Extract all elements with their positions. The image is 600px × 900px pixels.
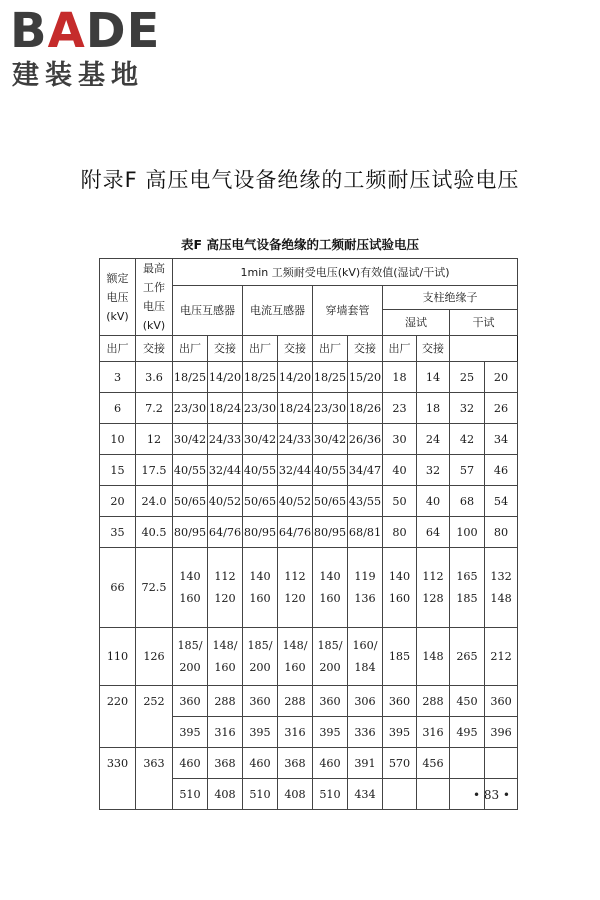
- cell-dry-handover: 212: [485, 628, 518, 686]
- cell-rated: 35: [100, 517, 136, 548]
- cell-max: 363: [136, 748, 173, 810]
- test-voltage-table: [99, 258, 518, 810]
- subheader-handover: 交接: [278, 336, 313, 362]
- bade-logo: [10, 4, 180, 94]
- cell-wet-handover: 32: [417, 455, 450, 486]
- cell-ct-factory: 40/55: [243, 455, 278, 486]
- cell-ct-factory: 185/ 200: [243, 628, 278, 686]
- cell-ct-factory: 360: [243, 686, 278, 717]
- cell-dry-handover: 360: [485, 686, 518, 717]
- cell-vt-handover: 32/44: [208, 455, 243, 486]
- subheader-factory: 出厂: [383, 336, 417, 362]
- cell-bushing-factory: 40/55: [313, 455, 348, 486]
- cell-wet-factory: 185: [383, 628, 417, 686]
- cell-wet-handover: [417, 779, 450, 810]
- cell-ct-handover: 24/33: [278, 424, 313, 455]
- cell-dry-handover: 132 148: [485, 548, 518, 628]
- cell-vt-factory: 510: [173, 779, 208, 810]
- cell-rated: 15: [100, 455, 136, 486]
- subheader-factory: 出厂: [313, 336, 348, 362]
- cell-ct-factory: 395: [243, 717, 278, 748]
- table-row: [100, 517, 518, 548]
- cell-dry-handover: [485, 748, 518, 779]
- table-row: [100, 748, 518, 779]
- cell-bushing-handover: 43/55: [348, 486, 383, 517]
- cell-wet-handover: 64: [417, 517, 450, 548]
- cell-ct-factory: 23/30: [243, 393, 278, 424]
- cell-dry-handover: 54: [485, 486, 518, 517]
- table-row: [100, 424, 518, 455]
- cell-rated: 66: [100, 548, 136, 628]
- cell-vt-handover: 24/33: [208, 424, 243, 455]
- appendix-title: 附录F 高压电气设备绝缘的工频耐压试验电压: [80, 168, 520, 192]
- cell-rated: 20: [100, 486, 136, 517]
- cell-dry-factory: 450: [450, 686, 485, 717]
- cell-vt-factory: 395: [173, 717, 208, 748]
- cell-ct-handover: 32/44: [278, 455, 313, 486]
- cell-bushing-factory: 80/95: [313, 517, 348, 548]
- cell-rated: 110: [100, 628, 136, 686]
- header-insulator: 支柱绝缘子: [383, 286, 518, 310]
- cell-ct-factory: 18/25: [243, 362, 278, 393]
- cell-vt-handover: 112 120: [208, 548, 243, 628]
- cell-ct-handover: 14/20: [278, 362, 313, 393]
- cell-bushing-handover: 34/47: [348, 455, 383, 486]
- cell-vt-handover: 64/76: [208, 517, 243, 548]
- cell-bushing-factory: 460: [313, 748, 348, 779]
- cell-dry-factory: 165 185: [450, 548, 485, 628]
- cell-wet-factory: 40: [383, 455, 417, 486]
- table-row: [100, 686, 518, 717]
- cell-ct-factory: 30/42: [243, 424, 278, 455]
- cell-max: 40.5: [136, 517, 173, 548]
- cell-ct-handover: 112 120: [278, 548, 313, 628]
- cell-vt-factory: 80/95: [173, 517, 208, 548]
- page-number: • 83 •: [472, 788, 510, 802]
- cell-ct-handover: 18/24: [278, 393, 313, 424]
- cell-rated: 3: [100, 362, 136, 393]
- subheader-handover: 交接: [136, 336, 173, 362]
- cell-dry-factory: 25: [450, 362, 485, 393]
- table-row: [100, 362, 518, 393]
- cell-max: 126: [136, 628, 173, 686]
- cell-wet-handover: 18: [417, 393, 450, 424]
- cell-vt-factory: 50/65: [173, 486, 208, 517]
- cell-vt-handover: 408: [208, 779, 243, 810]
- cell-bushing-handover: 119 136: [348, 548, 383, 628]
- header-wet: 湿试: [383, 310, 450, 336]
- cell-vt-factory: 30/42: [173, 424, 208, 455]
- cell-vt-handover: 40/52: [208, 486, 243, 517]
- cell-ct-factory: 50/65: [243, 486, 278, 517]
- logo-subtitle: 建装基地: [12, 60, 144, 91]
- cell-ct-factory: 140 160: [243, 548, 278, 628]
- cell-ct-factory: 510: [243, 779, 278, 810]
- cell-bushing-factory: 360: [313, 686, 348, 717]
- cell-bushing-handover: 336: [348, 717, 383, 748]
- cell-bushing-factory: 510: [313, 779, 348, 810]
- cell-ct-handover: 64/76: [278, 517, 313, 548]
- cell-wet-handover: 112 128: [417, 548, 450, 628]
- cell-bushing-factory: 30/42: [313, 424, 348, 455]
- cell-vt-handover: 14/20: [208, 362, 243, 393]
- cell-rated: 6: [100, 393, 136, 424]
- subheader-handover: 交接: [417, 336, 450, 362]
- cell-dry-factory: 100: [450, 517, 485, 548]
- cell-dry-factory: 265: [450, 628, 485, 686]
- cell-wet-handover: 456: [417, 748, 450, 779]
- cell-ct-handover: 288: [278, 686, 313, 717]
- cell-dry-handover: 396: [485, 717, 518, 748]
- cell-bushing-handover: 26/36: [348, 424, 383, 455]
- cell-bushing-factory: 18/25: [313, 362, 348, 393]
- cell-ct-factory: 460: [243, 748, 278, 779]
- cell-wet-factory: 570: [383, 748, 417, 779]
- cell-max: 12: [136, 424, 173, 455]
- table-row: [100, 455, 518, 486]
- header-ct: 电流互感器: [243, 286, 313, 336]
- cell-max: 7.2: [136, 393, 173, 424]
- cell-vt-factory: 185/ 200: [173, 628, 208, 686]
- cell-max: 24.0: [136, 486, 173, 517]
- cell-wet-handover: 40: [417, 486, 450, 517]
- cell-bushing-factory: 23/30: [313, 393, 348, 424]
- table-row: [100, 486, 518, 517]
- cell-max: 3.6: [136, 362, 173, 393]
- cell-dry-handover: 20: [485, 362, 518, 393]
- subheader-handover: 交接: [348, 336, 383, 362]
- subheader-handover: 交接: [208, 336, 243, 362]
- cell-bushing-factory: 140 160: [313, 548, 348, 628]
- cell-dry-handover: 34: [485, 424, 518, 455]
- cell-dry-factory: 495: [450, 717, 485, 748]
- cell-ct-factory: 80/95: [243, 517, 278, 548]
- cell-bushing-handover: 68/81: [348, 517, 383, 548]
- cell-rated: 330: [100, 748, 136, 810]
- cell-ct-handover: 316: [278, 717, 313, 748]
- table-row-110: [100, 628, 518, 686]
- cell-wet-factory: 360: [383, 686, 417, 717]
- logo-accent-letter: A: [47, 3, 86, 59]
- logo-brand-text: BADE: [10, 3, 161, 59]
- cell-vt-handover: 148/ 160: [208, 628, 243, 686]
- cell-bushing-handover: 391: [348, 748, 383, 779]
- cell-bushing-factory: 185/ 200: [313, 628, 348, 686]
- cell-vt-factory: 18/25: [173, 362, 208, 393]
- cell-vt-factory: 460: [173, 748, 208, 779]
- cell-max: 17.5: [136, 455, 173, 486]
- header-dry: 干试: [450, 310, 518, 336]
- cell-dry-handover: 26: [485, 393, 518, 424]
- header-bushing: 穿墙套管: [313, 286, 383, 336]
- cell-ct-handover: 408: [278, 779, 313, 810]
- cell-ct-handover: 40/52: [278, 486, 313, 517]
- cell-bushing-handover: 434: [348, 779, 383, 810]
- cell-wet-handover: 14: [417, 362, 450, 393]
- cell-vt-handover: 368: [208, 748, 243, 779]
- cell-bushing-factory: 395: [313, 717, 348, 748]
- table-caption: 表F 高压电气设备绝缘的工频耐压试验电压: [181, 237, 419, 252]
- table-row: [100, 393, 518, 424]
- cell-wet-handover: 148: [417, 628, 450, 686]
- cell-vt-factory: 40/55: [173, 455, 208, 486]
- cell-wet-factory: 30: [383, 424, 417, 455]
- subheader-factory: 出厂: [100, 336, 136, 362]
- cell-wet-factory: 50: [383, 486, 417, 517]
- cell-ct-handover: 148/ 160: [278, 628, 313, 686]
- subheader-factory: 出厂: [173, 336, 208, 362]
- cell-dry-factory: 32: [450, 393, 485, 424]
- cell-vt-handover: 288: [208, 686, 243, 717]
- header-rated-voltage: 额定电压(kV): [100, 259, 136, 336]
- cell-wet-handover: 24: [417, 424, 450, 455]
- cell-bushing-handover: 160/ 184: [348, 628, 383, 686]
- cell-bushing-handover: 18/26: [348, 393, 383, 424]
- cell-bushing-handover: 306: [348, 686, 383, 717]
- cell-vt-handover: 316: [208, 717, 243, 748]
- cell-vt-factory: 23/30: [173, 393, 208, 424]
- cell-dry-factory: 57: [450, 455, 485, 486]
- cell-max: 72.5: [136, 548, 173, 628]
- cell-bushing-handover: 15/20: [348, 362, 383, 393]
- subheader-factory: 出厂: [243, 336, 278, 362]
- cell-vt-handover: 18/24: [208, 393, 243, 424]
- header-vt: 电压互感器: [173, 286, 243, 336]
- cell-vt-factory: 360: [173, 686, 208, 717]
- cell-dry-handover: 80: [485, 517, 518, 548]
- cell-wet-factory: [383, 779, 417, 810]
- cell-dry-handover: 46: [485, 455, 518, 486]
- header-max-voltage: 最高工作电压(kV): [136, 259, 173, 336]
- cell-dry-factory: 68: [450, 486, 485, 517]
- table-row-66: [100, 548, 518, 628]
- cell-bushing-factory: 50/65: [313, 486, 348, 517]
- cell-vt-factory: 140 160: [173, 548, 208, 628]
- header-test-voltage: 1min 工频耐受电压(kV)有效值(湿试/干试): [173, 259, 518, 286]
- cell-max: 252: [136, 686, 173, 748]
- cell-rated: 10: [100, 424, 136, 455]
- cell-ct-handover: 368: [278, 748, 313, 779]
- cell-dry-factory: [450, 748, 485, 779]
- cell-wet-handover: 288: [417, 686, 450, 717]
- cell-dry-factory: 42: [450, 424, 485, 455]
- cell-rated: 220: [100, 686, 136, 748]
- cell-wet-factory: 140 160: [383, 548, 417, 628]
- cell-wet-factory: 23: [383, 393, 417, 424]
- cell-wet-handover: 316: [417, 717, 450, 748]
- cell-wet-factory: 395: [383, 717, 417, 748]
- cell-wet-factory: 80: [383, 517, 417, 548]
- cell-wet-factory: 18: [383, 362, 417, 393]
